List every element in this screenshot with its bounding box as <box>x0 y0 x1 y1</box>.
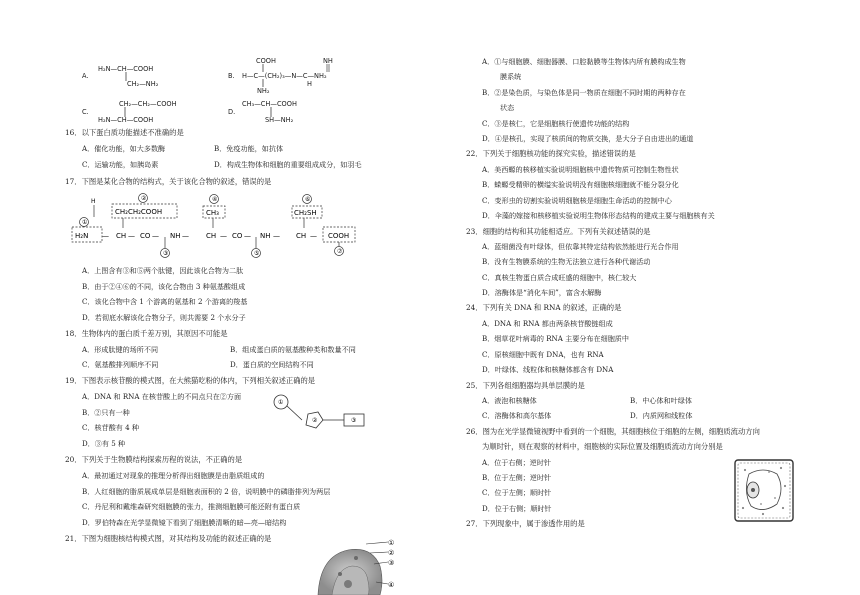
label-7: ⑦ <box>337 248 343 255</box>
sugar-label: ② <box>312 417 318 424</box>
option-16d: D．构成生物体和细胞的重要组成成分，如羽毛 <box>214 160 362 169</box>
bond-line <box>124 72 128 81</box>
bond-line <box>261 64 265 88</box>
option-21c: C．③是核仁，它是细胞核行使遗传功能的结构 <box>482 119 630 128</box>
question-27: 27．下列现象中，属于渗透作用的是 <box>466 519 585 528</box>
question-18: 18．生物体内的蛋白质千差万别，其原因不可能是 <box>65 329 228 338</box>
option-23b: B．没有生物膜系统的生物无法独立进行各种代谢活动 <box>482 257 651 266</box>
option-21a: A．①与细胞膜、细胞器膜、口腔黏膜等生物体内所有膜构成生物 <box>482 57 686 66</box>
option-16b: B．免疫功能，如抗体 <box>214 144 284 153</box>
option-23a: A．蓝细菌没有叶绿体，但依靠其特定结构依然能进行光合作用 <box>482 242 679 251</box>
option-18d: D．蛋白质的空间结构不同 <box>230 360 314 369</box>
nucleotide-diagram <box>270 390 380 440</box>
question-24: 24．下列有关 DNA 和 RNA 的叙述，正确的是 <box>466 303 622 312</box>
option-25d: D．内质网和线粒体 <box>630 411 693 420</box>
carbonyl-1: CO <box>140 232 151 240</box>
label-2: ② <box>388 549 395 557</box>
option-25a: A．液泡和核糖体 <box>482 396 537 405</box>
r-group-3: CH₂SH <box>294 209 317 217</box>
formula-line: CH₂—CH₂—COOH <box>119 100 177 108</box>
bond-dash: — <box>220 232 227 240</box>
option-21b: B．②是染色质，与染色体是同一物质在细胞不同时期的两种存在 <box>482 88 686 97</box>
label-1: ① <box>82 219 88 226</box>
question-21: 21．下图为细胞核结构模式图，对其结构及功能的叙述正确的是 <box>65 534 272 543</box>
formula-line: CH₂—NH₂ <box>127 80 159 88</box>
question-16: 16．以下蛋白质功能描述不准确的是 <box>65 128 184 137</box>
option-18b: B．组成蛋白质的氨基酸种类和数量不同 <box>230 345 356 354</box>
option-20a: A．最初通过对现象的推理分析得出细胞膜是由脂质组成的 <box>82 471 265 480</box>
option-20b: B．人红细胞的脂质展成单层是细胞表面积的 2 倍，说明膜中的磷脂排列为两层 <box>82 487 331 496</box>
question-26-cont: 为顺时针，则在观察的材料中，细胞核的实际位置及细胞质流动方向分别是 <box>482 442 723 451</box>
plant-cell-figure <box>733 458 795 523</box>
formula-line: H—C—(CH₂)₃—N—C—NH₂ <box>242 72 327 80</box>
option-26d: D．位于右侧；顺时针 <box>482 504 552 513</box>
option-18a: A．形成肽键的场所不同 <box>82 345 159 354</box>
bond-dash: — <box>128 232 135 240</box>
option-21b-cont: 状态 <box>500 103 515 112</box>
option-17b: B．由于②④⑥的不同，该化合物由 3 种氨基酸组成 <box>82 282 246 291</box>
label-3: ③ <box>163 250 169 257</box>
option-16c: C．运输功能，如胰岛素 <box>82 160 159 169</box>
bond-dash: — <box>102 232 109 240</box>
label-2: ② <box>141 195 147 202</box>
label-5: ⑤ <box>254 250 260 257</box>
option-23c: C．真核生物蛋白质合成旺盛的细胞中，核仁较大 <box>482 273 637 282</box>
option-17c: C．该化合物中含 1 个游离的氨基和 2 个游离的羧基 <box>82 297 248 306</box>
bond-dash: — <box>244 232 251 240</box>
option-22b: B．蝾螈受精卵的横缢实验说明没有细胞核细胞就不能分裂分化 <box>482 180 679 189</box>
option-17d: D．若彻底水解该化合物分子，则共需要 2 个水分子 <box>82 313 246 322</box>
label-4: ④ <box>212 196 218 203</box>
option-label: A. <box>82 72 89 80</box>
option-21a-cont: 膜系统 <box>500 72 522 81</box>
phosphate-label: ① <box>278 399 284 406</box>
option-22a: A．美西螈的核移植实验说明细胞核中遗传物质可控制生物性状 <box>482 165 679 174</box>
peptide-structure-figure <box>70 193 370 268</box>
bond-line <box>269 107 273 117</box>
bond-line <box>123 107 127 117</box>
option-19d: D．③有 5 种 <box>82 439 126 448</box>
label-4: ④ <box>388 581 395 589</box>
formula-line: COOH <box>256 57 276 65</box>
bond-dash: — <box>182 232 189 240</box>
label-3: ③ <box>388 559 395 567</box>
alpha-carbon-2: CH <box>206 232 217 240</box>
bond-dash: — <box>310 232 317 240</box>
label-6: ⑥ <box>305 196 311 203</box>
r-group-1: CH₂CH₂COOH <box>115 208 163 216</box>
base-label: ③ <box>351 417 357 424</box>
option-26a: A．位于右侧；逆时针 <box>482 458 551 467</box>
option-16a: A．催化功能，如大多数酶 <box>82 144 166 153</box>
question-17: 17．下图是某化合物的结构式，关于该化合物的叙述，错误的是 <box>65 177 272 186</box>
formula-line: H₂N—CH—COOH <box>98 65 154 73</box>
question-26: 26．图为在光学显微镜视野中看到的一个细胞，其细胞核位于细胞的左侧，细胞质流动方向 <box>466 427 760 436</box>
option-24b: B．烟草花叶病毒的 RNA 主要分布在细胞质中 <box>482 334 629 343</box>
question-20: 20．下列关于生物膜结构探索历程的说法，不正确的是 <box>65 455 243 464</box>
option-17a: A．上图含有③和⑤两个肽键，因此该化合物为二肽 <box>82 266 244 275</box>
option-25c: C．溶酶体和高尔基体 <box>482 411 552 420</box>
nucleus-structure-figure <box>310 536 405 595</box>
formula-line: SH—NH₂ <box>265 116 294 124</box>
formula-line: NH <box>323 57 333 65</box>
imino-1: NH <box>170 232 181 240</box>
carbonyl-2: CO <box>232 232 243 240</box>
option-20d: D．罗伯特森在光学显微镜下看到了细胞膜清晰的暗—亮—暗结构 <box>82 518 287 527</box>
question-19: 19．下图表示核苷酸的模式图，在大熊猫吃粉的体内，下列相关叙述正确的是 <box>65 376 316 385</box>
hydrogen: H <box>91 198 96 205</box>
option-24a: A．DNA 和 RNA 都由两条核苷酸链组成 <box>482 319 613 328</box>
option-24d: D．叶绿体、线粒体和核糖体都含有 DNA <box>482 365 614 374</box>
formula-line: CH₃—CH—COOH <box>242 100 297 108</box>
option-19b: B．②只有一种 <box>82 408 130 417</box>
question-25: 25．下列各组细胞器均具单层膜的是 <box>466 381 585 390</box>
option-21d: D．④是核孔，实现了核质间的物质交换，是大分子自由进出的通道 <box>482 134 694 143</box>
amino-group: H₂N <box>75 232 89 240</box>
option-label: B. <box>228 72 235 80</box>
option-20c: C．丹尼利和戴维森研究细胞膜的张力，推测细胞膜可能还附有蛋白质 <box>82 502 301 511</box>
label-1: ① <box>388 539 395 547</box>
alpha-carbon-3: CH <box>296 232 307 240</box>
option-22c: C．变形虫的切割实验说明细胞核是细胞生命活动的控制中心 <box>482 196 672 205</box>
alpha-carbon-1: CH <box>116 232 127 240</box>
option-24c: C．原核细胞中既有 DNA，也有 RNA <box>482 350 604 359</box>
bond-dash: — <box>273 232 280 240</box>
question-22: 22．下列关于细胞核功能的探究实验，描述错误的是 <box>466 149 636 158</box>
option-label: D. <box>228 108 236 116</box>
option-19c: C．核苷酸有 4 种 <box>82 423 140 432</box>
carboxyl-group: COOH <box>328 232 350 240</box>
option-26c: C．位于左侧；顺时针 <box>482 488 552 497</box>
formula-line: H₂N—CH—COOH <box>98 116 154 124</box>
option-23d: D．溶酶体是“消化车间”，富含水解酶 <box>482 288 602 297</box>
formula-line: NH₂ <box>257 87 270 95</box>
option-22d: D．伞藻的嫁接和核移植实验说明生物体形态结构的建成主要与细胞核有关 <box>482 211 715 220</box>
option-19a: A．DNA 和 RNA 在核苷酸上的不同点只在②方面 <box>82 392 242 401</box>
question-23: 23．细胞的结构和其功能相适应。下列有关叙述错误的是 <box>466 227 651 236</box>
bond-dash: — <box>152 232 159 240</box>
option-label: C. <box>82 108 89 116</box>
bond-line <box>326 64 330 72</box>
option-25b: B．中心体和叶绿体 <box>630 396 692 405</box>
option-26b: B．位于左侧；逆时针 <box>482 473 552 482</box>
formula-line: H <box>307 80 312 88</box>
option-18c: C．氨基酸排列顺序不同 <box>82 360 159 369</box>
imino-2: NH <box>260 232 271 240</box>
r-group-2: CH₃ <box>206 209 219 217</box>
